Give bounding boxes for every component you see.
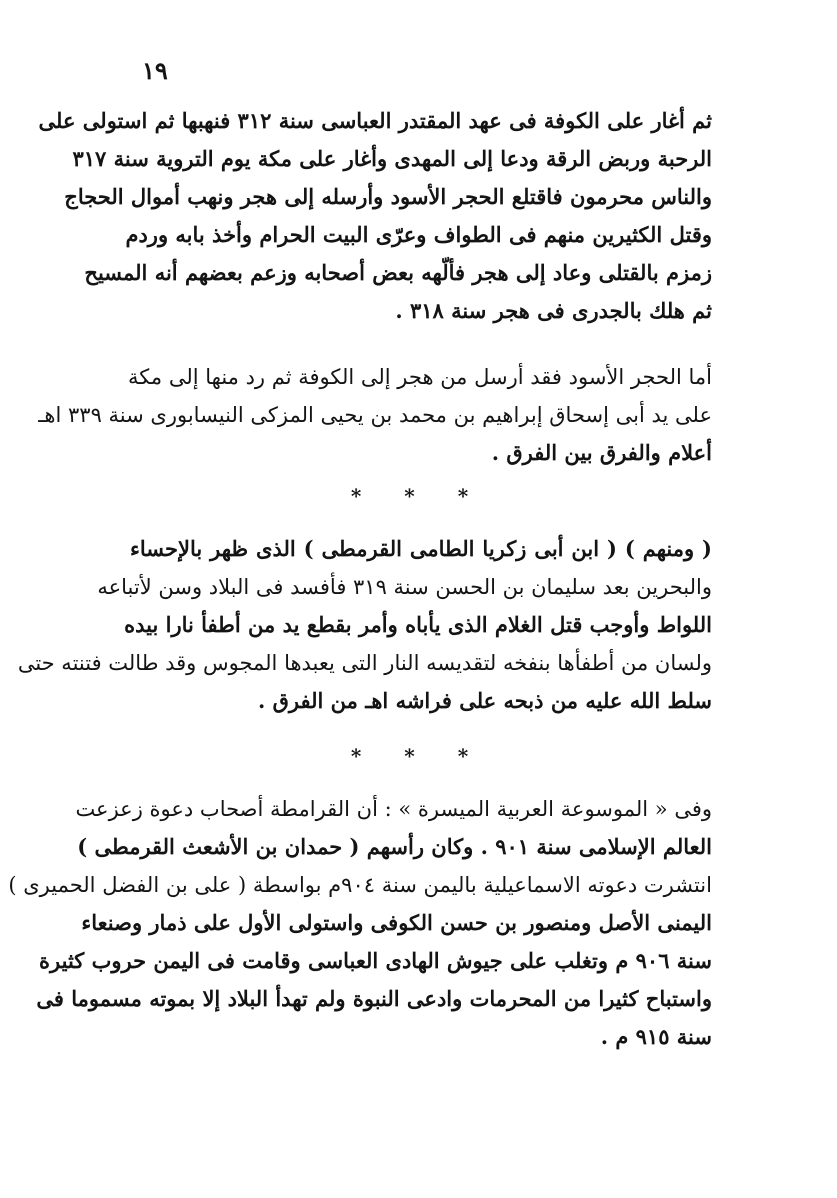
text-line: انتشرت دعوته الاسماعيلية باليمن سنة ٩٠٤م بواسطة ( على بن الفضل الحميرى ): [8, 873, 712, 897]
text-line: أما الحجر الأسود فقد أرسل من هجر إلى الكوفة ثم رد منها إلى مكة: [128, 365, 712, 389]
paragraph-ibn-abi-zakariya: [17, 530, 712, 720]
text-line: على يد أبى إسحاق إبراهيم بن محمد بن يحيى المزكى النيسابورى سنة ٣٣٩ اهـ: [38, 403, 712, 427]
text-line: الرحبة وربض الرقة ودعا إلى المهدى وأغار على مكة يوم التروية سنة ٣١٧: [72, 146, 712, 171]
text-line: ثم هلك بالجدرى فى هجر سنة ٣١٨ .: [395, 298, 712, 323]
text-line: العالم الإسلامى سنة ٩٠١ . وكان رأسهم ( حمدان بن الأشعث القرمطى ): [77, 834, 712, 859]
paragraph-qarmati-raids: [38, 102, 712, 330]
text-line: سلط الله عليه من ذبحه على فراشه اهـ من الفرق .: [257, 688, 712, 713]
text-line: واستباح كثيرا من المحرمات وادعى النبوة ولم تهدأ البلاد إلا بموته مسموما فى: [36, 986, 712, 1011]
paragraph-encyclopedia: [8, 790, 712, 1056]
text-line: وقتل الكثيرين منهم فى الطواف وعرّى البيت الحرام وأخذ بابه وردم: [125, 222, 712, 247]
text-line: والبحرين بعد سليمان بن الحسن سنة ٣١٩ فأفسد فى البلاد وسن لأتباعه: [97, 575, 712, 599]
text-line: ولسان من أطفأها بنفخه لتقديسه النار التى يعبدها المجوس وقد طالت فتنته حتى: [17, 651, 712, 675]
text-line: اللواط وأوجب قتل الغلام الذى يأباه وأمر بقطع يد من أطفأ نارا بيده: [124, 612, 712, 637]
text-line: اليمنى الأصل ومنصور بن حسن الكوفى واستولى الأول على ذمار وصنعاء: [81, 910, 712, 935]
text-line: زمزم بالقتلى وعاد إلى هجر فألّهه بعض أصحابه وزعم بعضهم أنه المسيح: [84, 260, 712, 285]
text-line: والناس محرمون فاقتلع الحجر الأسود وأرسله إلى هجر ونهب أموال الحجاج: [64, 184, 712, 209]
text-line: أعلام والفرق بين الفرق .: [491, 440, 712, 465]
paragraph-black-stone: [38, 358, 712, 472]
text-line: سنة ٩٠٦ م وتغلب على جيوش الهادى العباسى وقامت فى اليمن حروب كثيرة: [39, 948, 712, 973]
section-separator: * * *: [350, 744, 487, 768]
text-line: سنة ٩١٥ م .: [600, 1024, 712, 1049]
text-line: ( ومنهم ) ( ابن أبى زكريا الطامى القرمطى ) الذى ظهر بالإحساء: [130, 536, 712, 561]
text-line: ثم أغار على الكوفة فى عهد المقتدر العباسى سنة ٣١٢ فنهبها ثم استولى على: [38, 108, 712, 133]
page-number: ١٩: [142, 56, 168, 85]
section-separator: * * *: [350, 484, 487, 508]
text-line: وفى « الموسوعة العربية الميسرة » : أن القرامطة أصحاب دعوة زعزعت: [75, 797, 712, 821]
